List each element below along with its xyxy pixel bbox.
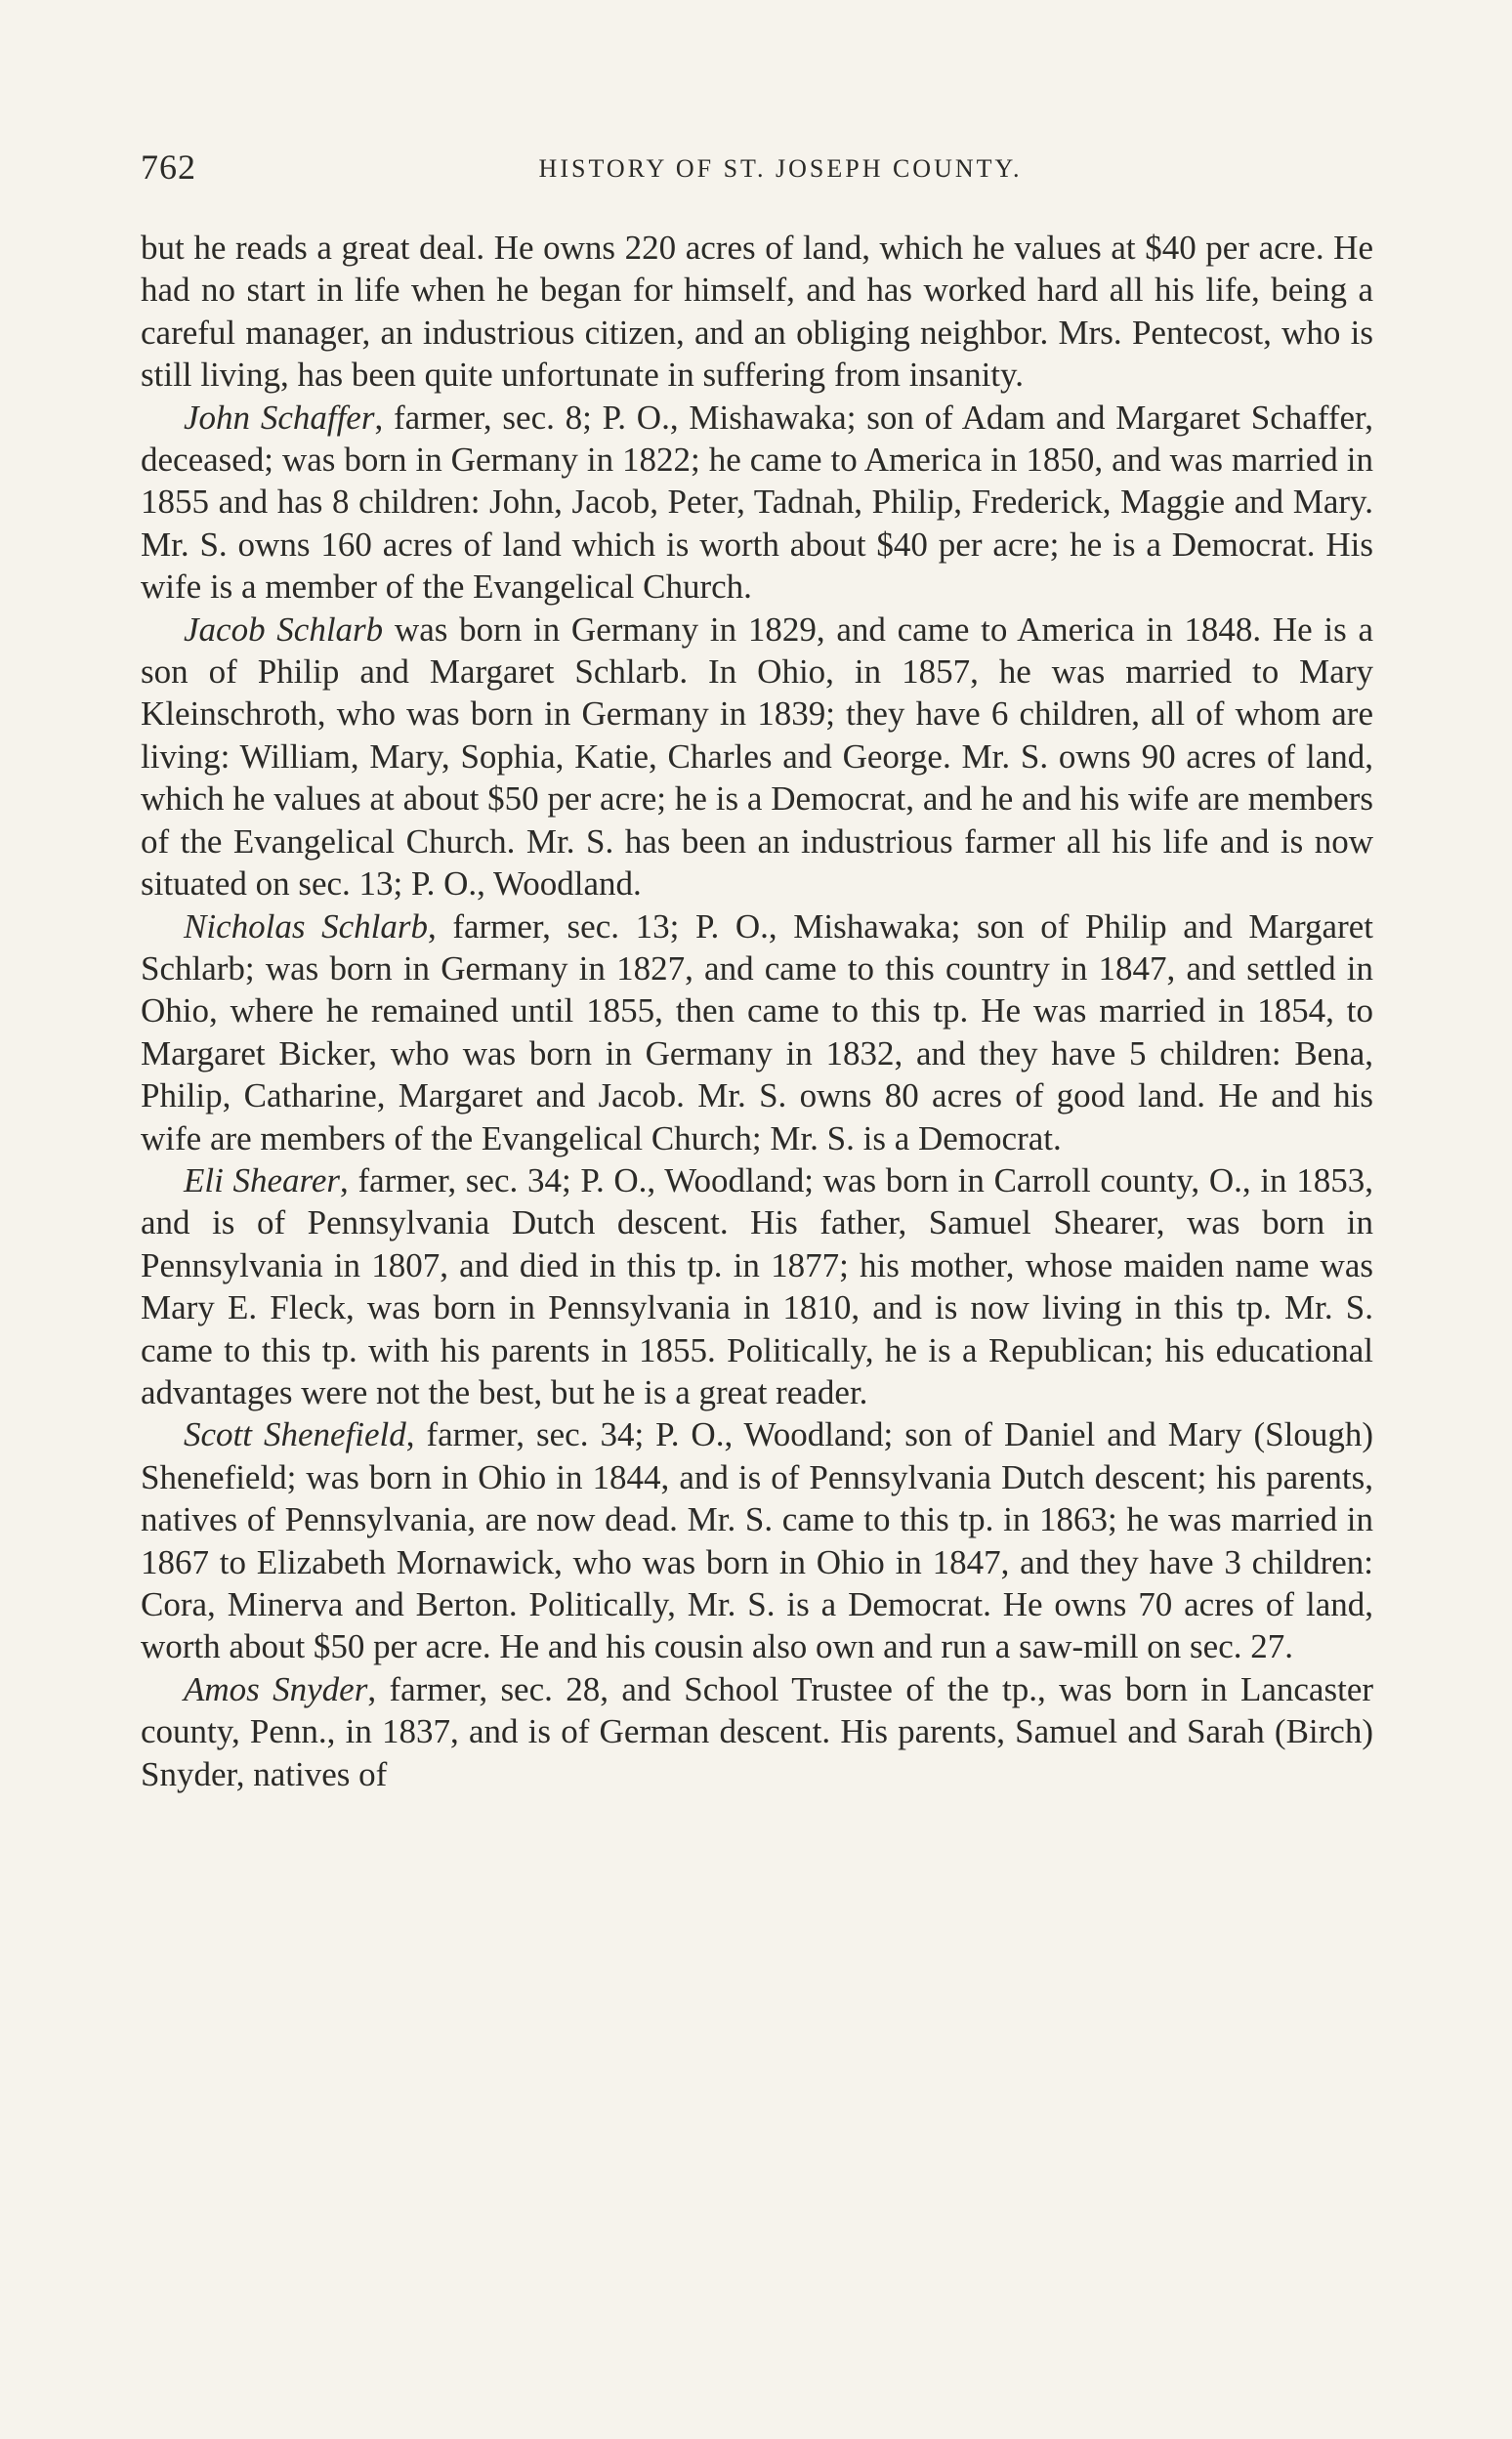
person-name: Jacob Schlarb [184, 610, 384, 649]
paragraph-text: was born in Germany in 1829, and came to America in 1848. He is a son of Philip and Margaret Schlarb. In Ohio, in 1857, he was married to Mary Kleinschroth, who was born in Germany in 1839; they have 6 children, all of whom are living: William, Mary, Sophia, Katie, Charles and George. Mr. S. owns 90 acres of land, which he values at about $50 per acre; he is a Democrat, and he and his wife are members of the Evangelical Church. Mr. S. has been an industrious farmer all his life and is now situated on sec. 13; P. O., Woodland. [141, 610, 1374, 904]
biography-entry [141, 1413, 1373, 1667]
paragraph-text: , farmer, sec. 34; P. O., Woodland; was born in Carroll county, O., in 1853, and is of Pennsylvania Dutch descent. His father, Samuel Shearer, was born in Pennsylvania in 1807, and died in this tp. in 1877; his mother, whose maiden name was Mary E. Fleck, was born in Pennsylvania in 1810, and is now living in this tp. Mr. S. came to this tp. with his parents in 1855. Politically, he is a Republican; his educational advantages were not the best, but he is a great reader. [141, 1160, 1373, 1411]
paragraph-continuation [141, 227, 1373, 397]
page-number: 762 [141, 147, 196, 187]
biography-entry [141, 1668, 1373, 1795]
body-text [141, 227, 1373, 1795]
biography-entry [141, 905, 1373, 1159]
person-name: Eli Shearer [184, 1160, 341, 1199]
paragraph-text: , farmer, sec. 28, and School Trustee of the tp., was born in Lancaster county, Penn., in 1837, and is of German descent. His parents, Samuel and Sarah (Birch) Snyder, natives of [141, 1669, 1374, 1793]
person-name: Amos Snyder [184, 1669, 368, 1708]
paragraph-text: , farmer, sec. 34; P. O., Woodland; son of Daniel and Mary (Slough) Shenefield; was born in Ohio in 1844, and is of Pennsylvania Dutch descent; his parents, natives of Pennsylvania, are now dead. Mr. S. came to this tp. in 1863; he was married in 1867 to Elizabeth Mornawick, who was born in Ohio in 1847, and they have 3 children: Cora, Minerva and Berton. Politically, Mr. S. is a Democrat. He owns 70 acres of land, worth about $50 per acre. He and his cousin also own and run a saw-mill on sec. 27. [141, 1415, 1373, 1666]
paragraph-text: , farmer, sec. 8; P. O., Mishawaka; son of Adam and Margaret Schaffer, deceased; was born in Germany in 1822; he came to America in 1850, and was married in 1855 and has 8 children: John, Jacob, Peter, Tadnah, Philip, Frederick, Maggie and Mary. Mr. S. owns 160 acres of land which is worth about $40 per acre; he is a Democrat. His wife is a member of the Evangelical Church. [141, 398, 1373, 607]
person-name: John Schaffer [184, 398, 375, 437]
person-name: Scott Shenefield [184, 1415, 406, 1454]
paragraph-text: , farmer, sec. 13; P. O., Mishawaka; son of Philip and Margaret Schlarb; was born in Germany in 1827, and came to this country in 1847, and settled in Ohio, where he remained until 1855, then came to this tp. He was married in 1854, to Margaret Bicker, who was born in Germany in 1832, and they have 5 children: Bena, Philip, Catharine, Margaret and Jacob. Mr. S. owns 80 acres of good land. He and his wife are members of the Evangelical Church; Mr. S. is a Democrat. [141, 906, 1374, 1157]
page-header [141, 147, 1362, 195]
running-title: HISTORY OF ST. JOSEPH COUNTY. [538, 154, 1023, 183]
biography-entry [141, 1159, 1373, 1413]
biography-entry [141, 397, 1373, 609]
person-name: Nicholas Schlarb [184, 906, 428, 946]
biography-entry [141, 609, 1373, 905]
paragraph-text: but he reads a great deal. He owns 220 acres of land, which he values at $40 per acre. He had no start in life when he began for himself, and has worked hard all his life, being a careful manager, an industrious citizen, and an obliging neighbor. Mrs. Pentecost, who is still living, has been quite unfortunate in suffering from insanity. [141, 229, 1373, 395]
